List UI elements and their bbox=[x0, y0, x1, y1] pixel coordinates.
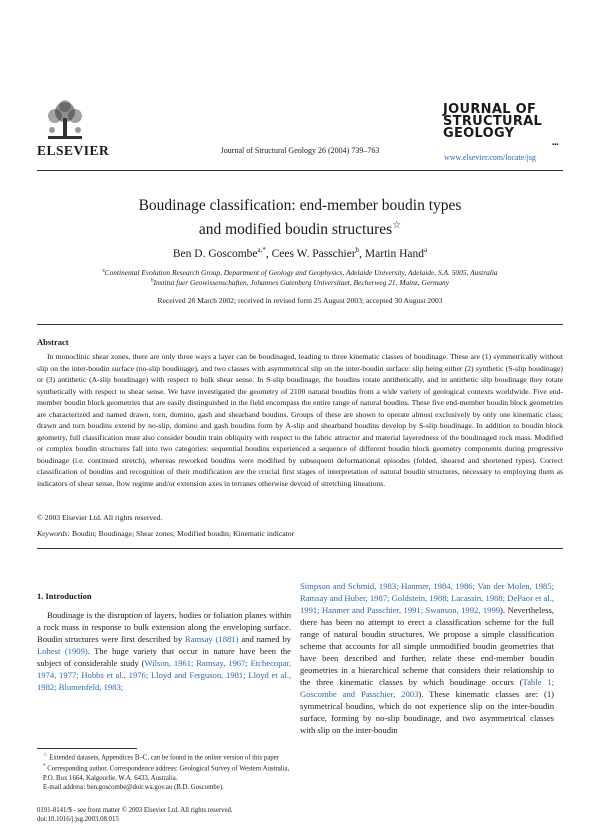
citation-link[interactable]: Table 1; Goscombe and Passchier, 2003 bbox=[300, 677, 554, 699]
abstract-text: In monoclinic shear zones, there are only three ways a layer can be boudinaged, leading to three kinematic classes of boudinage. These are (1) symmetrically without slip on the inter-boudin surface (no-slip boudinage), and two classes with asymmetrical slip on the inter-boudin surface: slip being either (2) synthetic (S-slip boudinage) or (3) antithetic (A-slip boudinage) with respect to bulk shear sense. In S-slip boudinage, the boudins rotate antithetically, and in antithetic slip boudinage they rotate synthetically with respect to shear sense. We have investigated the geometry of 2100 natural boudins from a wide variety of geological contexts worldwide. Five end-member boudin block geometries that are easily distinguished in the field encompass the entire range of natural boudins. These five end-member boudin block geometries are characterized and named drawn, torn, domino, gash and shearband boudins. Groups of these are shown to operate almost exclusively by only one kinematic class; drawn and torn boudins extend by no-slip, domino and gash boudins form by A-slip and shearband boudins develop by S-slip boudinage. In addition to boudin block geometry, full classification must also consider boudin train obliquity with respect to the fabric attractor and material layeredness of the boudinaged rock mass. Modified or complex boudin structures fall into two categories: sequential boudins experienced a sequence of different boudin block geometry components during progressive boudinage (i.e. continued stretch), whereas reworked boudins were modified by subsequent deformational episodes (folded, sheared and shortened types). Correct classification of boudins and recognition of their modification are the crucial first stages of interpretation of natural boudin structures, necessary to employing them as indicators of shear sense, flow regime and/or extension axes in terranes otherwise devoid of stretching lineations. bbox=[37, 352, 563, 488]
author-marks[interactable]: a bbox=[424, 246, 428, 254]
footnote-mark: ☆ bbox=[43, 753, 48, 758]
header-rule bbox=[37, 170, 563, 171]
footnote-mark: * bbox=[43, 764, 46, 770]
footnotes bbox=[37, 751, 291, 792]
author-name: Martin Hand bbox=[364, 247, 424, 260]
keywords-list: Boudin; Boudinage; Shear zones; Modified boudin; Kinematic indicator bbox=[71, 529, 295, 538]
intro-text: ). Nevertheless, there has been no attempt to erect a classification scheme for the full range of natural boudin structures. We propose a simple classification scheme that accounts for all simple unmodified boudin geometries that have been described and further, relate these end-member boudin geometries in a hierarchical scheme that considers their relationship to the three kinematic classes by which boudinage occurs ( bbox=[300, 605, 554, 687]
abstract-heading: Abstract bbox=[37, 337, 69, 347]
footnote-rule bbox=[37, 748, 137, 749]
intro-text: . The huge variety that occur in nature have been the subject of considerable study ( bbox=[37, 646, 291, 668]
issn-line: 0191-8141/$ - see front matter © 2003 Elsevier Ltd. All rights reserved. bbox=[37, 807, 233, 814]
journal-logo-dots: ▪▪▪ bbox=[552, 142, 559, 148]
intro-right-column bbox=[300, 580, 554, 736]
section-heading: 1. Introduction bbox=[37, 591, 92, 601]
footnote bbox=[37, 751, 291, 762]
journal-reference: Journal of Structural Geology 26 (2004) 739–763 bbox=[220, 146, 380, 155]
journal-logo-line: GEOLOGY bbox=[443, 126, 515, 141]
abstract-top-rule bbox=[37, 324, 563, 325]
intro-text: Boudinage is the disruption of layers, bodies or foliation planes within a rock mass in response to bulk extension along the enveloping surface. Boudin structures were first described by bbox=[37, 610, 291, 644]
title-footnote-mark[interactable]: ☆ bbox=[392, 220, 402, 231]
keywords bbox=[37, 529, 294, 538]
footnote-text: Extended datasets, Appendices B–C, can be found in the online version of this paper bbox=[49, 754, 279, 762]
footnote-text: Corresponding author. Correspondence address: Geological Survey of Western Australia, P.O. Box 1664, Kalgoorlie, W.A. 6433, Australia. bbox=[43, 765, 290, 782]
citation-link[interactable]: Wilson, 1961; Ramsay, 1967; Etchecopar, 1974, 1977; Hobbs et al., 1976; Lloyd and Ferguson, 1981; Lloyd et al., 1982; Blumenfeld, 1983; bbox=[37, 658, 291, 692]
affiliation bbox=[0, 278, 600, 287]
author-marks[interactable]: b bbox=[355, 246, 360, 254]
article-title bbox=[0, 196, 600, 240]
intro-left-column bbox=[37, 609, 291, 693]
received-dates: Received 28 March 2002; received in revised form 25 August 2003; accepted 30 August 2003 bbox=[157, 296, 443, 305]
affiliation-text: Institut fuer Geowissenschaften, Johannes Gutenberg Universitaet, Becherweg 21, Mainz, Germany bbox=[153, 278, 449, 287]
doi-line[interactable]: doi:10.1016/j.jsg.2003.08.015 bbox=[37, 816, 119, 823]
author-marks[interactable]: a,* bbox=[257, 246, 266, 254]
intro-text: and named by bbox=[238, 634, 291, 644]
footnote bbox=[37, 762, 291, 782]
publisher-name: ELSEVIER bbox=[37, 143, 110, 158]
elsevier-tree-logo bbox=[40, 98, 90, 142]
author-name: Cees W. Passchier bbox=[271, 247, 356, 260]
journal-logo-line: JOURNAL OF bbox=[443, 102, 537, 117]
title-line-2: and modified boudin structures bbox=[198, 221, 393, 239]
intro-text: ). These kinematic classes are: (1) symmetrical boudins, which do not experience slip on the inter-boudin surface, forming by no-slip boudinage, and two asymmetrical classes with slip on the inter-boudin bbox=[300, 689, 554, 735]
article-meta bbox=[37, 806, 233, 824]
abstract-copyright: © 2003 Elsevier Ltd. All rights reserved. bbox=[37, 513, 163, 522]
citation-link[interactable]: Simpson and Schmid, 1983; Hanmer, 1984, 1986; Van der Molen, 1985; Ramsay and Huber, 1987; Goldstein, 1988; Lacassin, 1988; DePaor et al., 1991; Hanmer and Passchier, 1991; Swanson, 1992, 1999 bbox=[300, 581, 554, 615]
keywords-label: Keywords: bbox=[37, 529, 71, 538]
affiliation bbox=[0, 268, 600, 277]
author-list: Ben D. Goscombe$^{a,*}$, Cees W. Passchier$^b$, Martin Hand$^a$ bbox=[172, 246, 428, 260]
journal-url-link[interactable]: www.elsevier.com/locate/jsg bbox=[444, 153, 536, 162]
journal-logo bbox=[443, 104, 563, 140]
journal-logo-line: STRUCTURAL bbox=[443, 114, 543, 129]
citation-link[interactable]: Lohest (1909) bbox=[37, 646, 88, 656]
title-line-1: Boudinage classification: end-member boudin types bbox=[138, 197, 462, 214]
citation-link[interactable]: Ramsay (1881) bbox=[185, 634, 239, 644]
abstract-bottom-rule bbox=[37, 548, 563, 549]
affiliation-mark: a bbox=[102, 268, 105, 274]
affiliation-text: Continental Evolution Research Group, Department of Geology and Geophysics, Adelaide University, Adelaide, S.A. 5005, Australia bbox=[104, 268, 498, 277]
author-name: Ben D. Goscombe bbox=[172, 247, 258, 260]
affiliation-mark: b bbox=[150, 278, 154, 284]
email-note[interactable]: E-mail address: ben.goscombe@doir.wa.gov.au (B.D. Goscombe). bbox=[43, 783, 224, 791]
